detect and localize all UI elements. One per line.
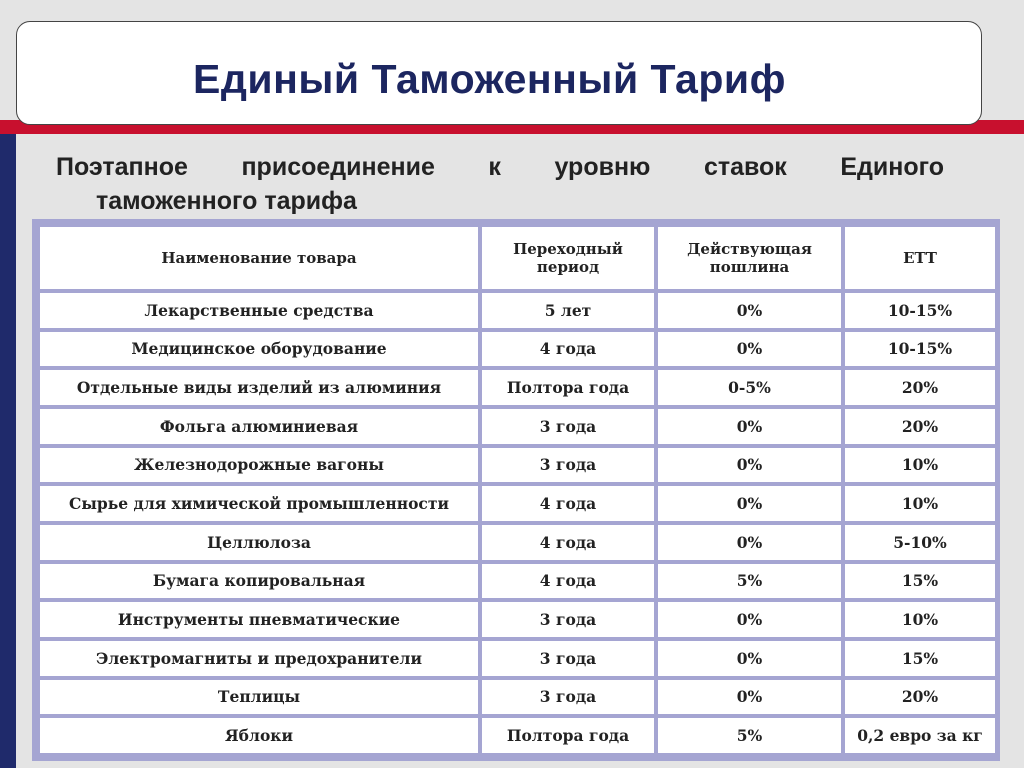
cell-current-duty: 0% xyxy=(658,486,841,521)
cell-current-duty: 5% xyxy=(658,718,841,753)
cell-product-name: Фольга алюминиевая xyxy=(40,409,478,444)
table-header-row xyxy=(40,227,995,289)
cell-product-name: Электромагниты и предохранители xyxy=(40,641,478,676)
cell-ett: 10% xyxy=(845,602,995,637)
cell-product-name: Целлюлоза xyxy=(40,525,478,560)
cell-current-duty: 5% xyxy=(658,564,841,599)
cell-transition-period: 4 года xyxy=(482,564,654,599)
cell-transition-period: 4 года xyxy=(482,332,654,367)
cell-transition-period: 3 года xyxy=(482,680,654,715)
cell-product-name: Бумага копировальная xyxy=(40,564,478,599)
table-row xyxy=(40,680,995,715)
table-row xyxy=(40,602,995,637)
cell-transition-period: 3 года xyxy=(482,409,654,444)
subtitle-word: к xyxy=(488,153,501,181)
cell-current-duty: 0% xyxy=(658,680,841,715)
subtitle-word: присоединение xyxy=(241,153,435,181)
cell-ett: 5-10% xyxy=(845,525,995,560)
cell-current-duty: 0% xyxy=(658,448,841,483)
cell-transition-period: 4 года xyxy=(482,486,654,521)
cell-product-name: Железнодорожные вагоны xyxy=(40,448,478,483)
cell-ett: 10% xyxy=(845,448,995,483)
cell-transition-period: Полтора года xyxy=(482,718,654,753)
table-row xyxy=(40,332,995,367)
table-row xyxy=(40,409,995,444)
tariff-table-frame xyxy=(32,219,1000,761)
table-row xyxy=(40,448,995,483)
cell-product-name: Яблоки xyxy=(40,718,478,753)
header-transition-period: Переходный период xyxy=(482,227,654,289)
cell-transition-period: 3 года xyxy=(482,641,654,676)
title-box xyxy=(16,21,982,125)
cell-product-name: Отдельные виды изделий из алюминия xyxy=(40,370,478,405)
cell-transition-period: 5 лет xyxy=(482,293,654,328)
cell-product-name: Медицинское оборудование xyxy=(40,332,478,367)
table-row xyxy=(40,370,995,405)
subtitle-word: уровню xyxy=(554,153,651,181)
table-row xyxy=(40,718,995,753)
cell-ett: 0,2 евро за кг xyxy=(845,718,995,753)
cell-current-duty: 0% xyxy=(658,409,841,444)
cell-ett: 15% xyxy=(845,564,995,599)
cell-transition-period: 3 года xyxy=(482,448,654,483)
header-current-duty: Действующая пошлина xyxy=(658,227,841,289)
subtitle-line-2: таможенного тарифа xyxy=(96,187,357,215)
slide-subtitle xyxy=(56,150,944,218)
table-row xyxy=(40,641,995,676)
cell-product-name: Теплицы xyxy=(40,680,478,715)
table-row xyxy=(40,564,995,599)
tariff-table xyxy=(36,223,999,757)
subtitle-word: Поэтапное xyxy=(56,153,188,181)
cell-ett: 20% xyxy=(845,370,995,405)
cell-ett: 10% xyxy=(845,486,995,521)
cell-current-duty: 0-5% xyxy=(658,370,841,405)
cell-current-duty: 0% xyxy=(658,602,841,637)
cell-product-name: Сырье для химической промышленности xyxy=(40,486,478,521)
slide-title: Единый Таможенный Тариф xyxy=(193,56,786,102)
navy-side-bar xyxy=(0,134,16,768)
cell-product-name: Инструменты пневматические xyxy=(40,602,478,637)
cell-current-duty: 0% xyxy=(658,332,841,367)
cell-current-duty: 0% xyxy=(658,293,841,328)
cell-ett: 20% xyxy=(845,409,995,444)
subtitle-word: Единого xyxy=(840,153,944,181)
table-row xyxy=(40,525,995,560)
cell-product-name: Лекарственные средства xyxy=(40,293,478,328)
subtitle-word: ставок xyxy=(703,153,787,181)
table-row xyxy=(40,486,995,521)
cell-ett: 20% xyxy=(845,680,995,715)
subtitle-line-1 xyxy=(56,150,944,184)
cell-transition-period: 3 года xyxy=(482,602,654,637)
cell-current-duty: 0% xyxy=(658,525,841,560)
table-row xyxy=(40,293,995,328)
header-ett: ЕТТ xyxy=(845,227,995,289)
cell-transition-period: 4 года xyxy=(482,525,654,560)
cell-ett: 10-15% xyxy=(845,293,995,328)
cell-current-duty: 0% xyxy=(658,641,841,676)
cell-ett: 10-15% xyxy=(845,332,995,367)
cell-transition-period: Полтора года xyxy=(482,370,654,405)
cell-ett: 15% xyxy=(845,641,995,676)
header-product-name: Наименование товара xyxy=(40,227,478,289)
